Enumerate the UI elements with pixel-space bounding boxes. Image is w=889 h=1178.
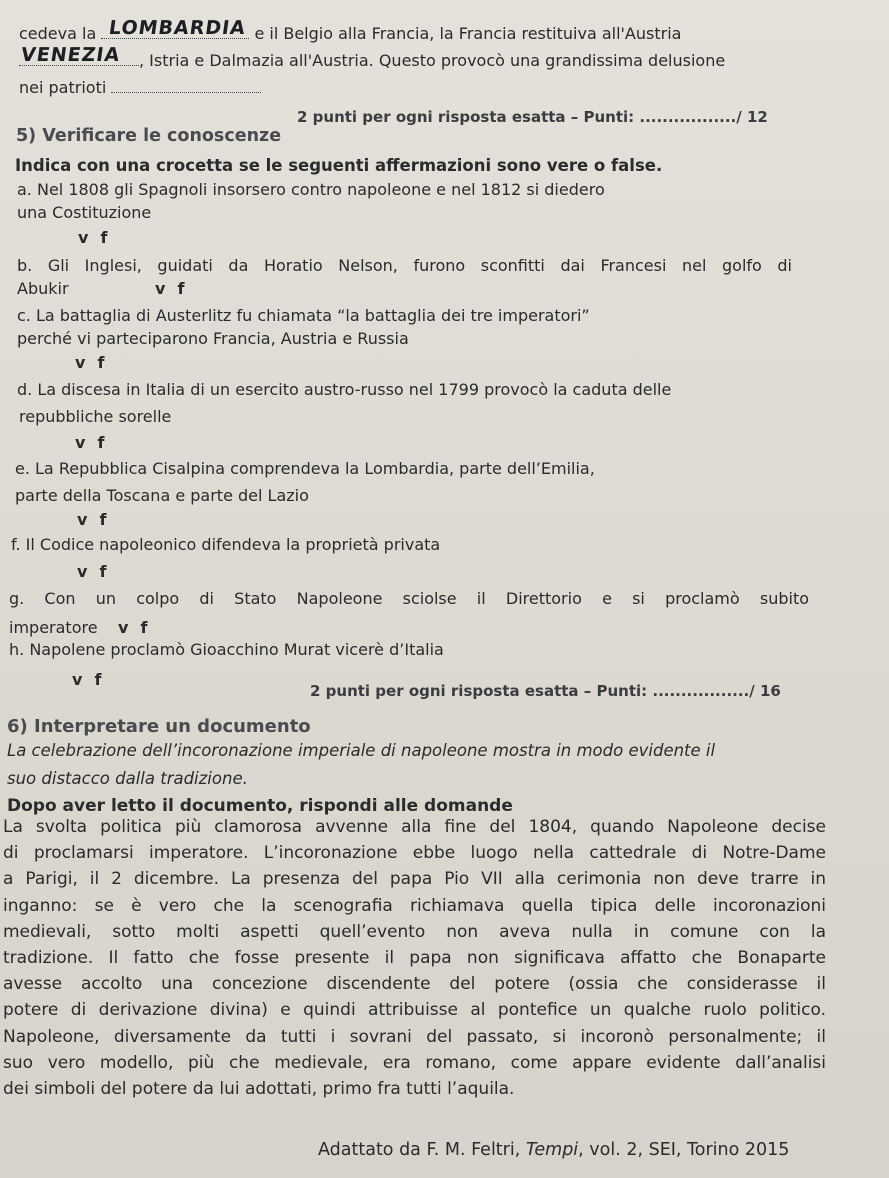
document-source <box>318 1140 789 1160</box>
source-title: Tempi <box>525 1140 579 1160</box>
paragraph-line: Napoleone, diversamente da tutti i sovrani del passato, si incoronò personalmente; il <box>3 1026 826 1047</box>
statement-a-cont: una Costituzione <box>17 203 152 222</box>
true-false-e <box>77 510 118 529</box>
section-6-title: 6) Interpretare un documento <box>7 716 311 737</box>
score-line-section-5: 2 punti per ogni risposta esatta – Punti: ................./ 16 <box>310 682 781 700</box>
statement-e-cont: parte della Toscana e parte del Lazio <box>15 486 309 505</box>
statement-e: e. La Repubblica Cisalpina comprendeva la Lombardia, parte dell’Emilia, <box>15 459 595 478</box>
false-option[interactable]: f <box>177 279 185 298</box>
answer-blank-3[interactable] <box>111 78 261 93</box>
answer-blank-2[interactable] <box>19 44 139 66</box>
true-option[interactable]: v <box>155 279 166 298</box>
intro-text: e il Belgio alla Francia, la Francia restituiva all'Austria <box>254 24 682 43</box>
intro-line-2 <box>19 44 726 71</box>
paragraph-line: tradizione. Il fatto che fosse presente il papa non significava affatto che Bonaparte <box>3 948 826 969</box>
section-6-subtitle-cont: suo distacco dalla tradizione. <box>7 769 248 788</box>
true-false-f <box>77 562 118 581</box>
true-false-a <box>78 228 119 247</box>
false-option[interactable]: f <box>97 353 105 372</box>
paragraph-line: suo vero modello, più che medievale, era romano, come appare evidente dall’analisi <box>3 1052 826 1073</box>
handwritten-answer-lombardia: LOMBARDIA <box>107 17 248 39</box>
paragraph-line: potere di derivazione divina) e quindi attribuisse al pontefice un qualche ruolo politico. <box>3 1000 826 1021</box>
section-6-instruction: Dopo aver letto il documento, rispondi alle domande <box>7 796 513 816</box>
intro-text: , Istria e Dalmazia all'Austria. Questo provocò una grandissima delusione <box>139 51 726 70</box>
answer-blank-1[interactable] <box>101 17 249 39</box>
true-option[interactable]: v <box>77 510 88 529</box>
statement-f: f. Il Codice napoleonico difendeva la proprietà privata <box>11 535 441 554</box>
section-5-title: 5) Verificare le conoscenze <box>16 126 282 146</box>
section-6-subtitle: La celebrazione dell’incoronazione imperiale di napoleone mostra in modo evidente il <box>7 741 716 760</box>
statement-a: a. Nel 1808 gli Spagnoli insorsero contro napoleone e nel 1812 si diedero <box>17 180 605 199</box>
false-option[interactable]: f <box>97 433 105 452</box>
paragraph-line: inganno: se è vero che la scenografia richiamava quella tipica delle incoronazioni <box>3 895 826 916</box>
source-prefix: Adattato da F. M. Feltri, <box>318 1140 526 1160</box>
statement-b-cont: Abukir <box>17 279 69 298</box>
handwritten-answer-venezia: VENEZIA <box>19 44 122 66</box>
paragraph-line: La svolta politica più clamorosa avvenne alla fine del 1804, quando Napoleone decise <box>3 817 826 837</box>
true-option[interactable]: v <box>78 228 89 247</box>
score-line-intro: 2 punti per ogni risposta esatta – Punti: ................./ 12 <box>297 108 768 126</box>
source-suffix: , vol. 2, SEI, Torino 2015 <box>578 1140 790 1160</box>
statement-g <box>9 589 809 609</box>
paragraph-line: avesse accolto una concezione discendente del potere (ossia che considerasse il <box>3 974 826 995</box>
intro-line-3 <box>19 78 261 98</box>
statement-d: d. La discesa in Italia di un esercito austro-russo nel 1799 provocò la caduta delle <box>17 380 672 399</box>
paragraph-line: di proclamarsi imperatore. L’incoronazione ebbe luogo nella cattedrale di Notre-Dame <box>3 843 826 864</box>
paragraph-line: dei simboli del potere da lui adottati, primo fra tutti l’aquila. <box>3 1079 515 1100</box>
statement-b <box>17 256 792 276</box>
statement-c-cont: perché vi parteciparono Francia, Austria e Russia <box>17 329 409 348</box>
statement-d-cont: repubbliche sorelle <box>19 407 172 426</box>
intro-text: cedeva la <box>19 24 97 43</box>
paragraph-line: medievali, sotto molti aspetti quell’evento non aveva nulla in comune con la <box>3 921 826 942</box>
section-5-instruction: Indica con una crocetta se le seguenti affermazioni sono vere o false. <box>15 156 663 175</box>
true-option[interactable]: v <box>75 353 86 372</box>
document-paragraph <box>3 814 826 1102</box>
statement-b-text: b. Gli Inglesi, guidati da Horatio Nelson, furono sconfitti dai Francesi nel golfo di <box>17 256 792 275</box>
paragraph-line: a Parigi, il 2 dicembre. La presenza del papa Pio VII alla cerimonia non deve trarre in <box>3 869 826 890</box>
false-option[interactable]: f <box>94 670 102 689</box>
true-option[interactable]: v <box>75 433 86 452</box>
intro-text: nei patrioti <box>19 78 107 97</box>
false-option[interactable]: f <box>140 618 148 637</box>
true-false-g <box>118 618 159 637</box>
true-option[interactable]: v <box>118 618 129 637</box>
statement-g-text: g. Con un colpo di Stato Napoleone sciolse il Direttorio e si proclamò subito <box>9 589 809 608</box>
false-option[interactable]: f <box>99 562 107 581</box>
statement-g-cont: imperatore <box>9 618 98 637</box>
statement-c: c. La battaglia di Austerlitz fu chiamata “la battaglia dei tre imperatori” <box>17 306 590 325</box>
false-option[interactable]: f <box>100 228 108 247</box>
statement-h: h. Napolene proclamò Gioacchino Murat vicerè d’Italia <box>9 640 444 659</box>
true-false-c <box>75 353 116 372</box>
false-option[interactable]: f <box>99 510 107 529</box>
intro-line-1 <box>19 17 682 44</box>
true-false-d <box>75 433 116 452</box>
true-option[interactable]: v <box>77 562 88 581</box>
true-false-h <box>72 670 113 689</box>
true-false-b <box>155 279 196 298</box>
true-option[interactable]: v <box>72 670 83 689</box>
